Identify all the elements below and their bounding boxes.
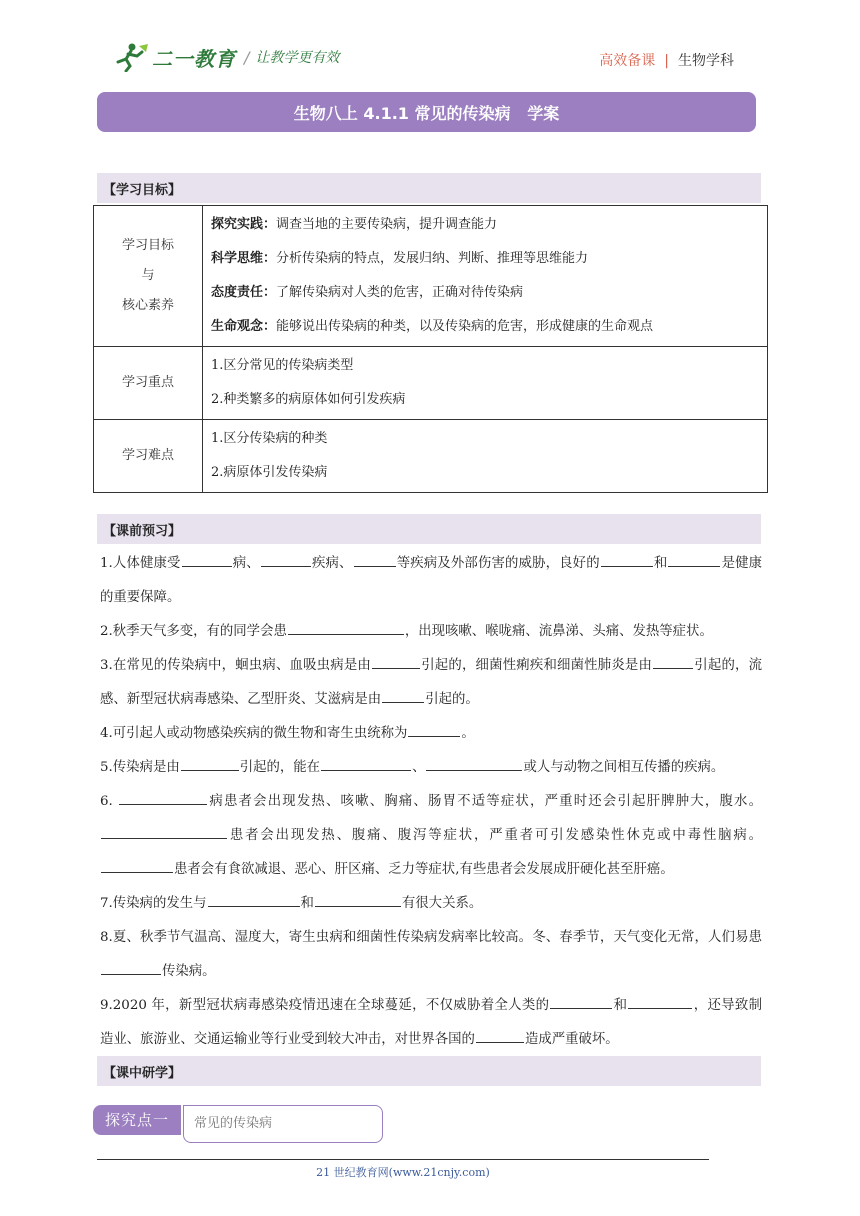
question-text: ，还导致制造业、旅游业、交通运输业等行业受到较大冲击，对世界各国的: [100, 998, 763, 1047]
answer-blank: [653, 653, 693, 669]
answer-blank: [550, 993, 612, 1009]
goal-head: 态度责任：: [211, 285, 277, 300]
question-text: 和: [613, 998, 628, 1013]
goal-text: 了解传染病对人类的危害，正确对待传染病: [276, 285, 524, 300]
difficulties-label: 学习难点: [94, 420, 203, 493]
question-text: 患者会有食欲减退、恶心、肝区痛、乏力等症状,有些患者会发展成肝硬化甚至肝癌。: [174, 862, 674, 877]
preview-question-3: [100, 649, 762, 717]
goal-head: 科学思维：: [211, 251, 277, 266]
answer-blank: [315, 891, 401, 907]
question-text: 传染病。: [162, 964, 216, 979]
explore-label: 探究点一: [93, 1105, 181, 1135]
key-point-item: 2.种类繁多的病原体如何引发疾病: [211, 392, 406, 407]
question-text: 3.在常见的传染病中，蛔虫病、血吸虫病是由: [100, 658, 372, 673]
page-header: [0, 0, 860, 90]
answer-blank: [321, 755, 411, 771]
key-points-label: 学习重点: [94, 347, 203, 420]
answer-blank: [426, 755, 522, 771]
key-points-content: [203, 347, 768, 420]
preview-question-8: [100, 921, 762, 989]
header-separator: |: [664, 53, 669, 69]
header-tag-prep: 高效备课: [599, 53, 656, 69]
footer-divider: [97, 1159, 709, 1160]
goal-text: 能够说出传染病的种类，以及传染病的危害，形成健康的生命观点: [276, 319, 654, 334]
answer-blank: [288, 619, 404, 635]
goals-label-line: 核心素养: [121, 298, 174, 313]
question-text: 疾病、: [311, 556, 353, 571]
goal-head: 生命观念：: [211, 319, 277, 334]
preview-question-4: [100, 717, 762, 751]
goal-text: 分析传染病的特点，发展归纳、判断、推理等思维能力: [276, 251, 589, 266]
goals-label-cell: [94, 206, 203, 347]
preview-question-7: [100, 887, 762, 921]
learning-goals-table: [93, 205, 768, 493]
question-text: 和: [653, 556, 668, 571]
difficulty-item: 2.病原体引发传染病: [211, 465, 328, 480]
question-text: 和: [300, 896, 314, 911]
key-point-item: 1.区分常见的传染病类型: [211, 358, 354, 373]
logo-text: 二一教育: [152, 46, 236, 71]
explore-point-one: [93, 1105, 383, 1143]
answer-blank: [408, 721, 460, 737]
header-subject: [599, 50, 734, 70]
question-text: 是健康的重要保障。: [100, 556, 763, 605]
answer-blank: [261, 551, 311, 567]
preview-question-5: [100, 751, 762, 785]
question-text: 5.传染病是由: [100, 760, 180, 775]
logo-slogan: 让教学更有效: [255, 50, 340, 66]
question-text: 7.传染病的发生与: [100, 896, 207, 911]
goal-text: 调查当地的主要传染病，提升调查能力: [276, 217, 498, 232]
difficulties-content: [203, 420, 768, 493]
table-row: [94, 420, 768, 493]
preview-question-9: [100, 989, 762, 1057]
goal-item: [211, 242, 759, 276]
table-row: [94, 347, 768, 420]
answer-blank: [354, 551, 396, 567]
header-tag-subject: 生物学科: [678, 53, 734, 69]
question-text: 引起的。: [425, 692, 479, 707]
question-text: 病患者会出现发热、咳嗽、胸痛、肠胃不适等症状，严重时还会引起肝脾肿大，腹水。: [208, 794, 762, 809]
question-text: 有很大关系。: [401, 896, 483, 911]
answer-blank: [119, 789, 207, 805]
question-text: 引起的，细菌性痢疾和细菌性肺炎是由: [421, 658, 653, 673]
preview-question-6: [100, 785, 762, 887]
section-preview: 【课前预习】: [97, 514, 761, 544]
goal-item: [211, 310, 759, 344]
question-text: 或人与动物之间相互传播的疾病。: [523, 760, 725, 775]
question-text: 造成严重破坏。: [524, 1032, 619, 1047]
answer-blank: [601, 551, 653, 567]
page-footer: 21 世纪教育网(www.21cnjy.com): [316, 1166, 490, 1179]
goal-item: [211, 208, 759, 242]
question-text: 1.人体健康受: [100, 556, 181, 571]
explore-topic: 常见的传染病: [183, 1105, 383, 1143]
question-text: 9.2020 年，新型冠状病毒感染疫情迅速在全球蔓延，不仅威胁着全人类的: [100, 998, 550, 1013]
answer-blank: [101, 959, 161, 975]
document-title: 生物八上 4.1.1 常见的传染病 学案: [97, 92, 756, 132]
answer-blank: [382, 687, 424, 703]
question-text: 引起的，能在: [239, 760, 321, 775]
goals-content-cell: [203, 206, 768, 347]
preview-question-1: [100, 547, 762, 615]
question-text: 4.可引起人或动物感染疾病的微生物和寄生虫统称为: [100, 726, 408, 741]
goal-head: 探究实践：: [211, 217, 277, 232]
question-text: 引起的，流感、新型冠状病毒感染、乙型肝炎、艾滋病是由: [100, 658, 763, 707]
section-learning-goals: 【学习目标】: [97, 173, 761, 203]
difficulty-item: 1.区分传染病的种类: [211, 431, 328, 446]
answer-blank: [372, 653, 420, 669]
section-in-class-study: 【课中研学】: [97, 1056, 761, 1086]
answer-blank: [182, 551, 232, 567]
question-text: 6.: [100, 794, 119, 809]
question-text: 。: [461, 726, 475, 741]
question-text: 2.秋季天气多变，有的同学会患: [100, 624, 287, 639]
goals-label-line: 学习目标: [121, 238, 174, 253]
running-person-logo-icon: [112, 42, 150, 72]
preview-question-2: [100, 615, 762, 649]
question-text: 、: [412, 760, 426, 775]
logo-divider: /: [244, 47, 250, 67]
answer-blank: [476, 1027, 524, 1043]
answer-blank: [181, 755, 239, 771]
answer-blank: [208, 891, 300, 907]
goal-item: [211, 276, 759, 310]
answer-blank: [628, 993, 692, 1009]
question-text: 病、: [232, 556, 260, 571]
table-row: [94, 206, 768, 347]
answer-blank: [101, 857, 173, 873]
logo: [112, 42, 339, 72]
goals-label-line: 与: [141, 268, 155, 283]
question-text: 等疾病及外部伤害的威胁，良好的: [396, 556, 600, 571]
answer-blank: [668, 551, 720, 567]
question-text: ，出现咳嗽、喉咙痛、流鼻涕、头痛、发热等症状。: [404, 624, 713, 639]
question-text: 8.夏、秋季节气温高、湿度大，寄生虫病和细菌性传染病发病率比较高。冬、春季节，天气变化无常，人们易患: [100, 930, 762, 945]
answer-blank: [101, 823, 227, 839]
question-text: 患者会出现发热、腹痛、腹泻等症状，严重者可引发感染性休克或中毒性脑病。: [228, 828, 762, 843]
